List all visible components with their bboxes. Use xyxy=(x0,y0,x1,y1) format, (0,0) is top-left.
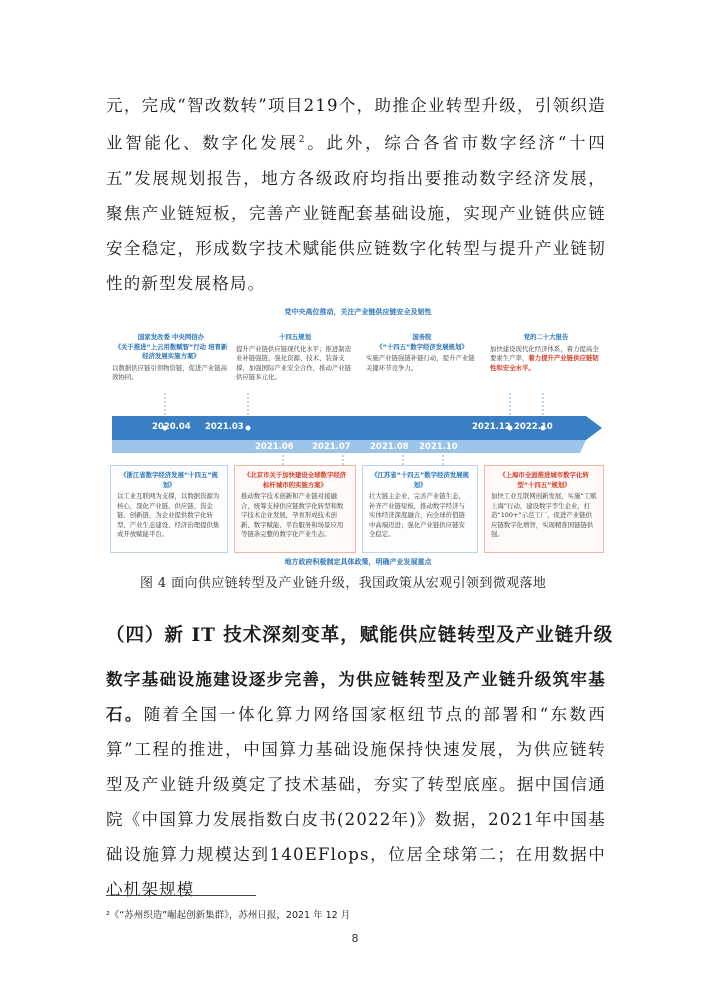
top-banner: 党中央高位推动，关注产业链供应链安全及韧性 xyxy=(284,308,432,316)
top-paragraph-text-after: 。此外，综合各省市数字经济“十四五”发展规划报告，地方各级政府均指出要推动数字经济发展，聚焦产业链短板，完善产业链配套基础设施，实现产业链供应链安全稳定，形成数字技术赋能供应链数字化转型与提升产业链韧性的新型发展格局。 xyxy=(106,133,607,293)
policy-box-14th-plan xyxy=(236,333,354,383)
policy-timeline-figure xyxy=(108,305,608,570)
body-paragraph xyxy=(106,662,606,907)
policy-box-body: 加快工业互联网创新发展，实施“工赋上海”行动，建设数字孪生企业，打造“100+”示范工厂，促进产业链供应链数字化增智，实现精准国链链供强。 xyxy=(491,492,597,538)
body-paragraph-text: 随着全国一体化算力网络国家枢纽节点的部署和“东数西算”工程的推进，中国算力基础设施保持快速发展，为供应链转型及产业链升级奠定了技术基础，夯实了转型底座。据中国信通院《中国算力发展指数白皮书(2022年)》数据，2021年中国基础设施算力规模达到140EFlops，位居全球第二；在用数据中心机架规模 xyxy=(106,705,607,899)
footnote: ²《“苏州织造”崛起创新集群》，苏州日报，2021 年 12 月 xyxy=(106,910,351,921)
policy-box-title: 《江苏省“十四五”数字经济发展规划》 xyxy=(371,471,469,489)
page-number: 8 xyxy=(351,932,359,945)
policy-box-body: 壮大链主企业，完善产业链生态，补齐产业链短板，推动数字经济与实体经济深度融合，向全球价值链中高端迈进；强化产业链供应链安全稳定。 xyxy=(369,492,465,538)
policy-box-title: 国家发改委 中央网信办 《关于推进“上云用数赋智”行动 培育新经济发展实施方案》 xyxy=(114,333,228,360)
policy-box-shanghai xyxy=(484,465,604,553)
timeline-date: 2021.12 xyxy=(472,422,511,432)
section-heading: （四）新 IT 技术深刻变革，赋能供应链转型及产业链升级 xyxy=(106,625,614,646)
policy-box-body: 以数据供应链引领物资链，促进产业链高效协同。 xyxy=(112,363,228,381)
top-paragraph-text: 元，完成“智改数转”项目219个，助推企业转型升级，引领织造业智能化、数字化发展 xyxy=(106,96,606,153)
policy-box-title: 党的二十大报告 xyxy=(523,333,569,341)
timeline-marker xyxy=(246,426,251,431)
top-paragraph xyxy=(106,88,606,301)
footnote-divider xyxy=(106,895,256,896)
timeline-date: 2022.10 xyxy=(514,422,553,432)
body-lead-sentence: 数字基础设施建设逐步完善，为供应链转型及产业链升级筑牢基石。 xyxy=(106,670,606,724)
policy-box-body: 以工业互联网为支撑，以数据资源为核心，深化产业链、供应链、资金链、创新链，为企业提供数字化转型、产业生态建设、经济治理提供集成开放赋能平台。 xyxy=(117,492,220,538)
figure-caption: 图 4 面向供应链转型及产业链升级，我国政策从宏观引领到微观落地 xyxy=(140,576,547,591)
timeline-date: 2021.07 xyxy=(312,442,351,452)
policy-box-highlight: 着力提升产业链供应链韧性和安全水平。 xyxy=(490,354,599,372)
policy-box-body: 推动数字技术创新和产业链对接融合，统筹支持供应链数字化转型和数字技术企业发展，孕育形成技术创新、数字赋能、平台服务和场景应用等链条完整的数字化产业生态。 xyxy=(241,492,344,538)
policy-box-title: 国务院 《“十四五”数字经济发展规划》 xyxy=(376,333,468,351)
policy-box-jiangsu xyxy=(362,465,478,553)
bottom-banner: 地方政府积极制定具体政策，明确产业发展重点 xyxy=(284,558,432,566)
timeline-date: 2021.08 xyxy=(370,442,409,452)
policy-box-title: 十四五规划 xyxy=(279,333,311,341)
footnote-ref: 2 xyxy=(298,135,306,145)
timeline-date: 2021.10 xyxy=(419,442,458,452)
timeline-date: 2021.03 xyxy=(205,422,244,432)
policy-box-state-council xyxy=(366,333,478,373)
policy-box-body: 实施产业链强链补链行动，提升产业链关键环节竞争力。 xyxy=(366,354,475,372)
policy-box-body: 加快建设现代化经济体系，着力提高全要素生产率， xyxy=(490,344,599,362)
policy-box-title: 《上海市全面推进城市数字化转型“十四五”规划》 xyxy=(499,471,589,489)
timeline-date: 2020.04 xyxy=(152,422,191,432)
policy-box-20th-congress xyxy=(490,333,602,373)
policy-box-title: 《北京市关于加快建设全球数字经济标杆城市的实施方案》 xyxy=(243,471,347,489)
policy-box-title: 《浙江省数字经济发展“十四五”规划》 xyxy=(120,471,218,489)
timeline-date: 2021.06 xyxy=(255,442,294,452)
policy-box-ndrc xyxy=(112,333,230,383)
policy-box-beijing xyxy=(234,465,356,553)
policy-box-body: 提升产业链供应链现代化水平；推进制造业补链强链，强化资源、技术、装备支撑，加强国际产业安全合作，推动产业链供应链多元化。 xyxy=(236,344,352,381)
policy-box-zhejiang xyxy=(110,465,228,553)
